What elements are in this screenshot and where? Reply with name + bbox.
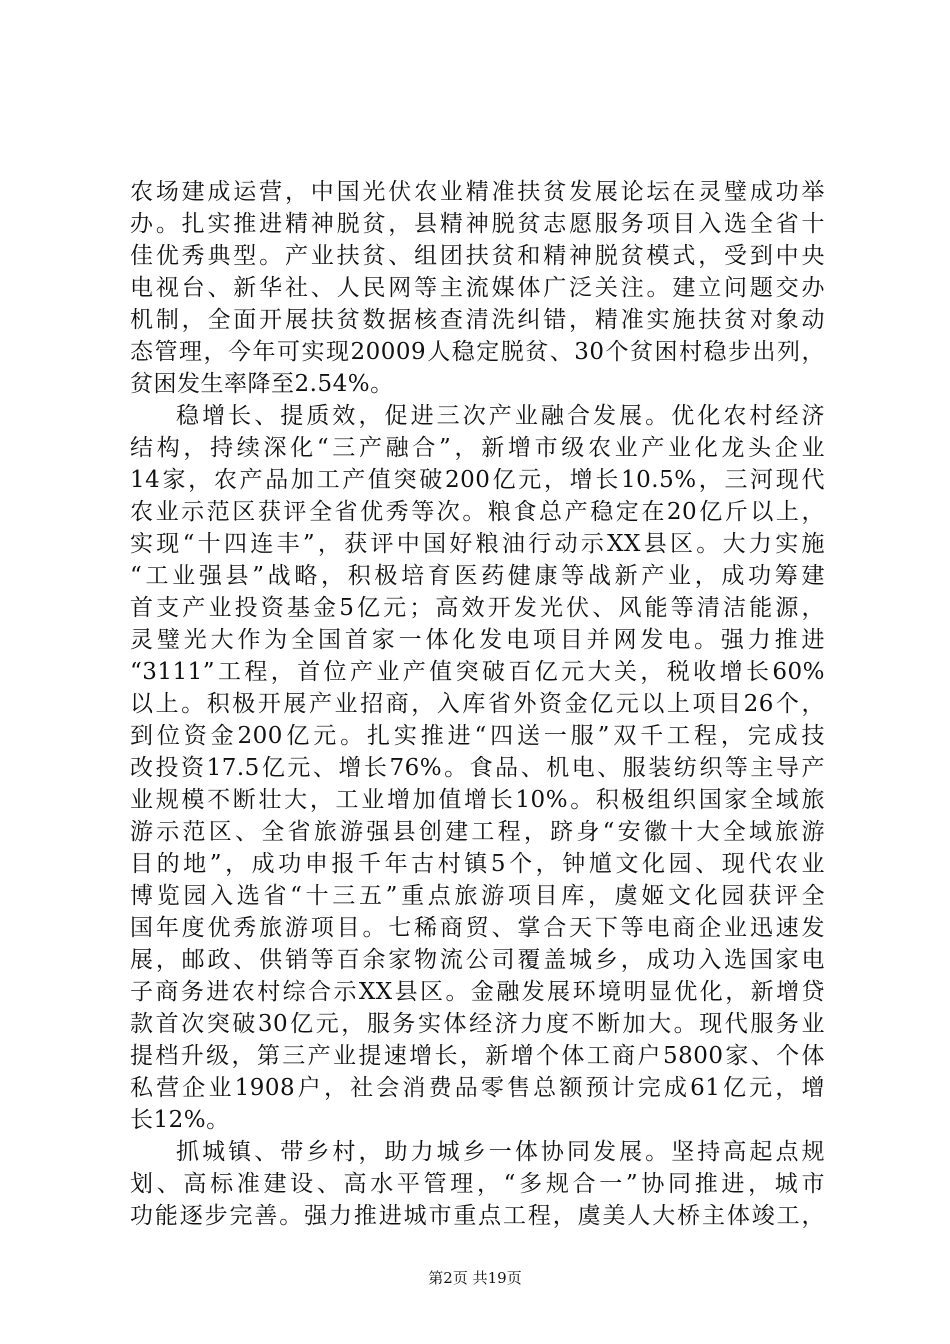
text-line: 业规模不断壮大，工业增加值增长10%。积极组织国家全域旅 <box>130 787 825 813</box>
text-line: 抓城镇、带乡村，助力城乡一体协同发展。坚持高起点规 <box>176 1139 825 1165</box>
text-line: 子商务进农村综合示XX县区。金融发展环境明显优化，新增贷 <box>130 979 825 1005</box>
text-line: 以上。积极开展产业招商，入库省外资金亿元以上项目26个， <box>130 691 825 717</box>
text-line: 款首次突破30亿元，服务实体经济力度不断加大。现代服务业 <box>130 1011 825 1037</box>
text-line: 佳优秀典型。产业扶贫、组团扶贫和精神脱贫模式，受到中央 <box>130 243 825 269</box>
text-line: 灵璧光大作为全国首家一体化发电项目并网发电。强力推进 <box>130 627 825 653</box>
text-line: 首支产业投资基金5亿元；高效开发光伏、风能等清洁能源， <box>130 595 825 621</box>
text-line: 目的地”，成功申报千年古村镇5个，钟馗文化园、现代农业 <box>130 851 825 877</box>
text-line: 农业示范区获评全省优秀等次。粮食总产稳定在20亿斤以上， <box>130 499 825 525</box>
text-line: 改投资17.5亿元、增长76%。食品、机电、服装纺织等主导产 <box>130 755 825 781</box>
text-line: 电视台、新华社、人民网等主流媒体广泛关注。建立问题交办 <box>130 275 825 301</box>
text-line: 14家，农产品加工产值突破200亿元，增长10.5%，三河现代 <box>130 467 825 493</box>
text-line: “工业强县”战略，积极培育医药健康等战新产业，成功筹建 <box>130 563 825 589</box>
text-line: 机制，全面开展扶贫数据核查清洗纠错，精准实施扶贫对象动 <box>130 307 825 333</box>
text-line: 提档升级，第三产业提速增长，新增个体工商户5800家、个体 <box>130 1043 825 1069</box>
text-line: 贫困发生率降至2.54%。 <box>130 371 394 397</box>
text-line: 展，邮政、供销等百余家物流公司覆盖城乡，成功入选国家电 <box>130 947 825 973</box>
text-line: “3111”工程，首位产业产值突破百亿元大关，税收增长60% <box>130 659 825 685</box>
text-line: 长12%。 <box>130 1107 230 1133</box>
text-line: 游示范区、全省旅游强县创建工程，跻身“安徽十大全域旅游 <box>130 819 825 845</box>
text-line: 办。扎实推进精神脱贫，县精神脱贫志愿服务项目入选全省十 <box>130 211 825 237</box>
text-line: 到位资金200亿元。扎实推进“四送一服”双千工程，完成技 <box>130 723 825 749</box>
document-body <box>130 176 825 1232</box>
text-line: 私营企业1908户，社会消费品零售总额预计完成61亿元，增 <box>130 1075 825 1101</box>
text-line: 农场建成运营，中国光伏农业精准扶贫发展论坛在灵璧成功举 <box>130 179 825 205</box>
page-footer: 第2页 共19页 <box>428 1269 522 1287</box>
text-line: 国年度优秀旅游项目。七稀商贸、掌合天下等电商企业迅速发 <box>130 915 825 941</box>
text-line: 划、高标准建设、高水平管理，“多规合一”协同推进，城市 <box>130 1171 825 1197</box>
text-line: 态管理，今年可实现20009人稳定脱贫、30个贫困村稳步出列， <box>130 339 825 365</box>
text-line: 博览园入选省“十三五”重点旅游项目库，虞姬文化园获评全 <box>130 883 825 909</box>
text-line: 稳增长、提质效，促进三次产业融合发展。优化农村经济 <box>176 403 825 429</box>
text-line: 实现“十四连丰”，获评中国好粮油行动示XX县区。大力实施 <box>130 531 825 557</box>
text-line: 结构，持续深化“三产融合”，新增市级农业产业化龙头企业 <box>130 435 825 461</box>
text-line: 功能逐步完善。强力推进城市重点工程，虞美人大桥主体竣工， <box>130 1203 825 1229</box>
